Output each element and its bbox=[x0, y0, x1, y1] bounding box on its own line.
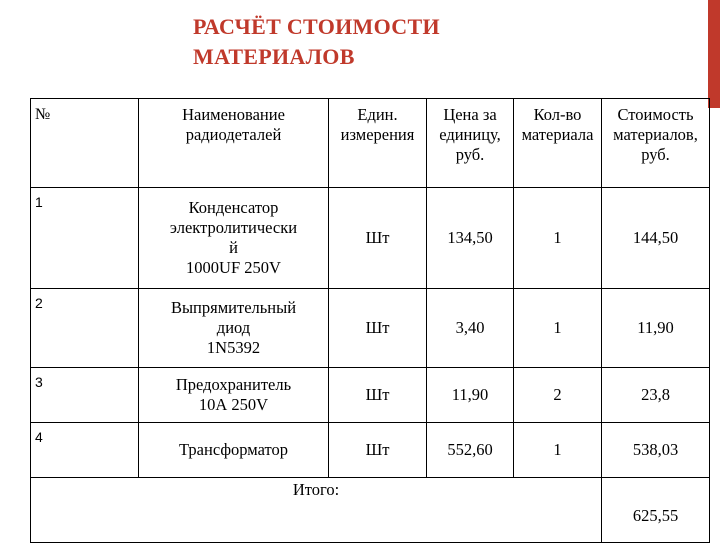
materials-cost-table bbox=[30, 98, 710, 543]
row-number: 1 bbox=[31, 188, 139, 289]
row-price: 552,60 bbox=[427, 423, 514, 478]
row-name: Трансформатор bbox=[139, 423, 329, 478]
header-quantity: Кол-во материала bbox=[514, 99, 602, 188]
row-unit: Шт bbox=[329, 188, 427, 289]
row-quantity: 1 bbox=[514, 289, 602, 368]
table-row bbox=[31, 188, 710, 289]
row-price: 3,40 bbox=[427, 289, 514, 368]
table-row bbox=[31, 423, 710, 478]
row-price: 134,50 bbox=[427, 188, 514, 289]
row-unit: Шт bbox=[329, 423, 427, 478]
row-number: 4 bbox=[31, 423, 139, 478]
table-row bbox=[31, 289, 710, 368]
header-number: № bbox=[31, 99, 139, 188]
row-cost: 11,90 bbox=[602, 289, 710, 368]
header-cost: Стоимость материалов, руб. bbox=[602, 99, 710, 188]
row-quantity: 2 bbox=[514, 368, 602, 423]
row-name: Предохранитель 10А 250V bbox=[139, 368, 329, 423]
table-row bbox=[31, 368, 710, 423]
row-name: Конденсатор электролитически й 1000UF 250V bbox=[139, 188, 329, 289]
row-price: 11,90 bbox=[427, 368, 514, 423]
header-unit: Един. измерения bbox=[329, 99, 427, 188]
row-number: 3 bbox=[31, 368, 139, 423]
row-unit: Шт bbox=[329, 289, 427, 368]
row-cost: 23,8 bbox=[602, 368, 710, 423]
row-quantity: 1 bbox=[514, 188, 602, 289]
row-name: Выпрямительный диод 1N5392 bbox=[139, 289, 329, 368]
row-number: 2 bbox=[31, 289, 139, 368]
row-quantity: 1 bbox=[514, 423, 602, 478]
title-line-2: МАТЕРИАЛОВ bbox=[193, 44, 355, 69]
table-header-row bbox=[31, 99, 710, 188]
total-row bbox=[31, 478, 710, 543]
header-name: Наименование радиодеталей bbox=[139, 99, 329, 188]
header-price: Цена за единицу, руб. bbox=[427, 99, 514, 188]
total-label: Итого: bbox=[31, 478, 602, 543]
accent-bar bbox=[708, 0, 720, 108]
row-unit: Шт bbox=[329, 368, 427, 423]
total-value: 625,55 bbox=[602, 478, 710, 543]
page-title bbox=[193, 12, 613, 72]
title-line-1: РАСЧЁТ СТОИМОСТИ bbox=[193, 14, 440, 39]
row-cost: 144,50 bbox=[602, 188, 710, 289]
row-cost: 538,03 bbox=[602, 423, 710, 478]
